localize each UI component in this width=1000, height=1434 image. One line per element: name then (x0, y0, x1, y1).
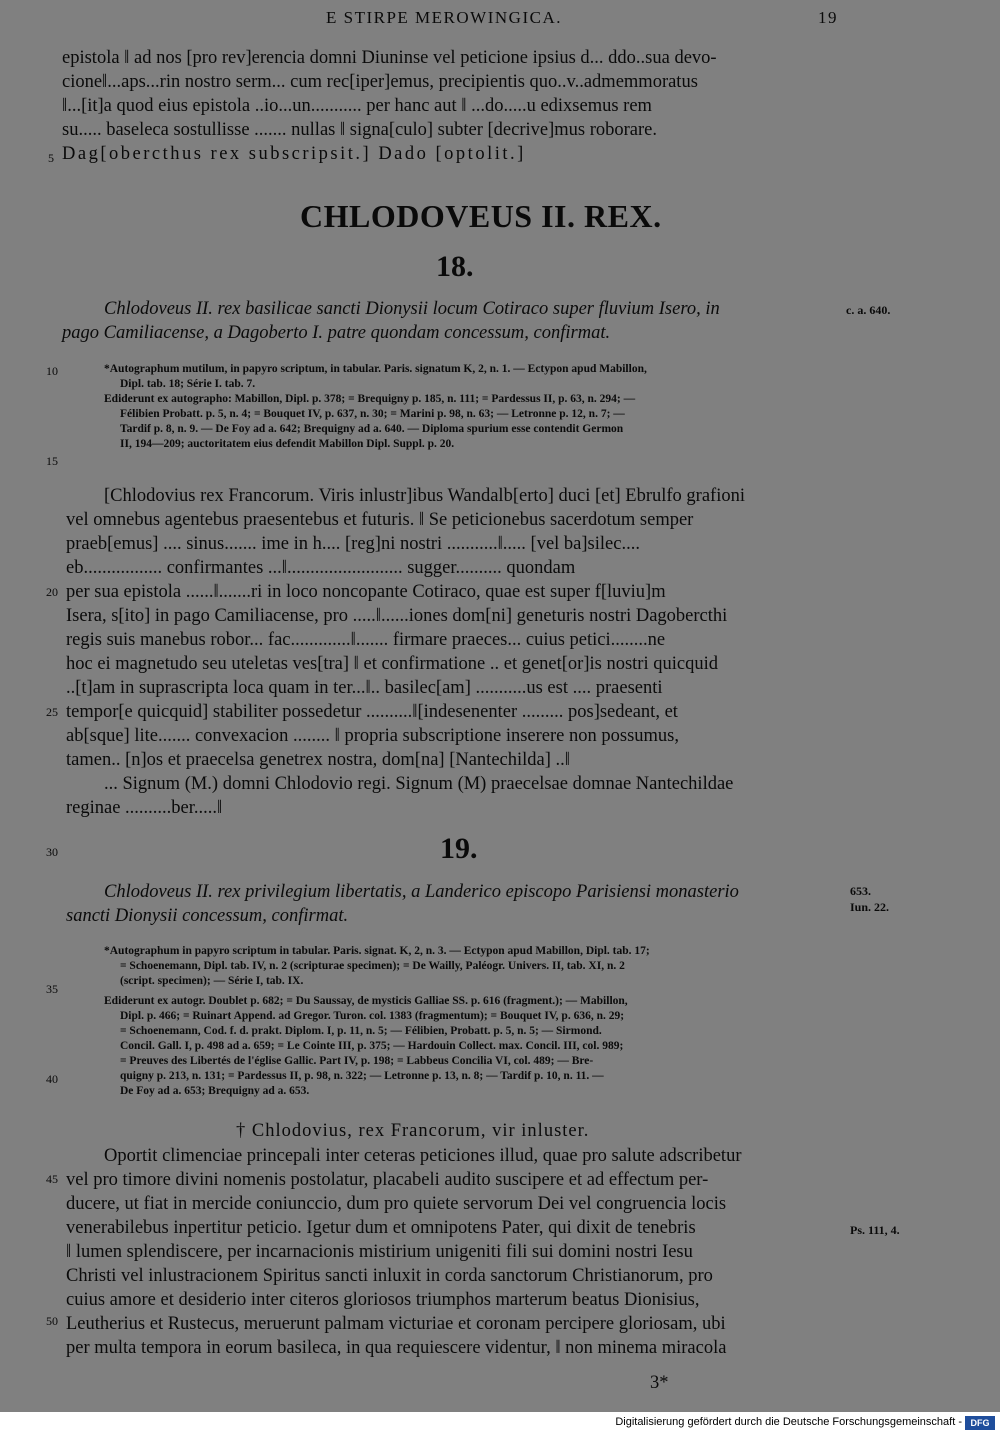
top-text-line: cione‖...aps...rin nostro serm... cum rec[iper]emus, precipientis quo..v..admemmoratus (62, 72, 698, 92)
document-summary-line: Chlodoveus II. rex basilicae sancti Dionysii locum Cotiraco super fluvium Isero, in (104, 299, 720, 319)
apparatus-line: II, 194—209; auctoritatem eius defendit Mabillon Dipl. Suppl. p. 20. (120, 438, 455, 450)
apparatus-line: quigny p. 213, n. 131; = Pardessus II, p. 98, n. 322; — Letronne p. 13, n. 8; — Tardif p. 10, n. 11. — (120, 1070, 604, 1082)
line-number: 15 (46, 454, 58, 468)
charter-text-line: ab[sque] lite....... convexacion ........ ‖ propria subscriptione inserere non possumus, (66, 726, 679, 746)
apparatus-line: Dipl. tab. 18; Série I. tab. 7. (120, 378, 256, 390)
charter-text-line: [Chlodovius rex Francorum. Viris inlustr]ibus Wandalb[erto] duci [et] Ebrulfo grafioni (104, 486, 745, 506)
charter-text-line: ... Signum (M.) domni Chlodovio regi. Signum (M) praecelsae domnae Nantechildae (104, 774, 734, 794)
charter-text-line: reginae ..........ber.....‖ (66, 798, 223, 818)
signature-mark: 3* (650, 1373, 669, 1393)
apparatus-line: Dipl. p. 466; = Ruinart Append. ad Gregor. Turon. col. 1383 (fragmentum); = Bouquet IV, p. 636, n. 29; (120, 1010, 625, 1022)
charter-text-line: Oportit climenciae princepali inter ceteras peticiones illud, quae pro salute adscribetur (104, 1146, 742, 1166)
charter-text-line: ..[t]am in suprascripta loca quam in ter...‖.. basilec[am] ...........us est .... praesenti (66, 678, 663, 698)
charter-text-line: ducere, ut fiat in mercide coniunccio, dum pro quiete servorum Dei vel congruencia locis (66, 1194, 727, 1214)
invocation: † Chlodovius, rex Francorum, vir inluster. (236, 1121, 590, 1141)
charter-text-line: tempor[e quicquid] stabiliter possedetur ..........‖[indesenenter ......... pos]sedeant, et (66, 702, 678, 722)
charter-text-line: vel omnebus agentebus praesentebus et futuris. ‖ Se peticionebus sacerdotum semper (66, 510, 694, 530)
charter-text-line: Leutherius et Rustecus, meruerunt palmam victuriae et coronam percipere gloriosam, ubi (66, 1314, 726, 1334)
charter-text-line: tamen.. [n]os et praecelsa genetrex nostra, dom[na] [Nantechilda] ..‖ (66, 750, 570, 770)
top-text-line: su..... baseleca sostullisse ....... nullas ‖ signa[culo] subter [decrive]mus roborare. (62, 120, 657, 140)
apparatus-line: (script. specimen); — Série I, tab. IX. (120, 975, 304, 987)
section-heading: CHLODOVEUS II. REX. (300, 198, 662, 234)
document-summary-line: sancti Dionysii concessum, confirmat. (66, 906, 349, 926)
line-number: 45 (46, 1172, 58, 1186)
line-number: 50 (46, 1314, 58, 1328)
charter-text-line: per sua epistola ......‖.......ri in loco noncopante Cotiraco, quae est super f[luviu]m (66, 582, 666, 602)
top-text-line: Dag[obercthus rex subscripsit.] Dado [optolit.] (62, 144, 526, 164)
apparatus-line: = Schoenemann, Dipl. tab. IV, n. 2 (scripturae specimen); = De Wailly, Paléogr. Univers. II, tab. XI, n. 2 (120, 960, 625, 972)
scripture-citation: Ps. 111, 4. (850, 1223, 900, 1237)
document-date-day: Iun. 22. (850, 900, 890, 914)
line-number: 35 (46, 982, 58, 996)
charter-text-line: hoc ei magnetudo seu uteletas ves[tra] ‖ et confirmatione .. et genet[or]is nostri quicquid (66, 654, 718, 674)
apparatus-line: *Autographum mutilum, in papyro scriptum, in tabular. Paris. signatum K, 2, n. 1. — Ectypon apud Mabillon, (104, 363, 647, 375)
apparatus-line: = Preuves des Libertés de l'église Gallic. Part IV, p. 198; = Labbeus Concilia VI, col. 489; — Bre- (120, 1055, 594, 1067)
charter-text-line: praeb[emus] .... sinus....... ime in h.... [reg]ni nostri ...........‖..... [vel ba]silec.... (66, 534, 640, 554)
charter-text-line: venerabilebus inpertitur peticio. Igetur dum et omnipotens Pater, qui dixit de tenebris (66, 1218, 696, 1238)
top-text-line: epistola ‖ ad nos [pro rev]erencia domni Diuninse vel peticione ipsius d... ddo..sua devo- (62, 48, 717, 68)
charter-text-line: per multa tempora in eorum basileca, in qua requiescere videntur, ‖ non minema miracola (66, 1338, 727, 1358)
charter-text-line: eb................. confirmantes ...‖......................... sugger.......... quondam (66, 558, 576, 578)
apparatus-line: Ediderunt ex autographo: Mabillon, Dipl. p. 378; = Brequigny p. 185, n. 111; = Pardessus II, p. 63, n. 294; — (104, 393, 636, 405)
apparatus-line: Félibien Probatt. p. 5, n. 4; = Bouquet IV, p. 637, n. 30; = Marini p. 98, n. 63; — Letronne p. 12, n. 7; — (120, 408, 625, 420)
line-number: 40 (46, 1072, 58, 1086)
charter-text-line: regis suis manebus robor... fac.............‖....... firmare praeces... cuius petici........ne (66, 630, 666, 650)
line-number: 25 (46, 705, 58, 719)
document-summary-line: Chlodoveus II. rex privilegium libertatis, a Landerico episcopo Parisiensi monasterio (104, 882, 739, 902)
document-summary-line: pago Camiliacense, a Dagoberto I. patre quondam concessum, confirmat. (62, 323, 611, 343)
charter-text-line: ‖ lumen splendiscere, per incarnacionis mistirium unigeniti fili sui domini nostri Iesu (66, 1242, 693, 1262)
apparatus-line: = Schoenemann, Cod. f. d. prakt. Diplom. I, p. 11, n. 5; — Félibien, Probatt. p. 5, n. 5; — Sirmond. (120, 1025, 602, 1037)
dfg-logo: DFG (965, 1416, 995, 1430)
page-number: 19 (818, 8, 838, 27)
apparatus-line: *Autographum in papyro scriptum in tabular. Paris. signat. K, 2, n. 3. — Ectypon apud Mabillon, Dipl. tab. 17; (104, 945, 650, 957)
document-number: 19. (440, 832, 478, 865)
charter-text-line: cuius amore et desiderio inter citeros gloriosos triumphos marterum beatus Dionisius, (66, 1290, 700, 1310)
apparatus-line: Ediderunt ex autogr. Doublet p. 682; = Du Saussay, de mysticis Galliae SS. p. 616 (fragment.); — Mabillon, (104, 995, 628, 1007)
line-number: 30 (46, 845, 58, 859)
charter-text-line: Isera, s[ito] in pago Camiliacense, pro .....‖......iones dom[ni] geneturis nostri Dagobercthi (66, 606, 728, 626)
top-text-line: ‖...[it]a quod eius epistola ..io...un........... per hanc aut ‖ ...do.....u edixsemus rem (62, 96, 652, 116)
line-number: 5 (48, 151, 54, 165)
apparatus-line: Tardif p. 8, n. 9. — De Foy ad a. 642; Brequigny ad a. 640. — Diploma spurium esse contendit Germon (120, 423, 624, 435)
running-title: E STIRPE MEROWINGICA. (326, 8, 562, 27)
line-number: 20 (46, 585, 58, 599)
document-number: 18. (436, 250, 474, 283)
line-number: 10 (46, 364, 58, 378)
document-date: c. a. 640. (846, 303, 891, 317)
charter-text-line: vel pro timore divini nomenis postolatur, placabeli audito suscipere et ad effectum per- (66, 1170, 709, 1190)
charter-text-line: Christi vel inlustracionem Spiritus sancti inluxit in corda sanctorum Christianorum, pro (66, 1266, 713, 1286)
apparatus-line: Concil. Gall. I, p. 498 ad a. 659; = Le Cointe III, p. 375; — Hardouin Collect. max. Concil. III, col. 989; (120, 1040, 624, 1052)
apparatus-line: De Foy ad a. 653; Brequigny ad a. 653. (120, 1085, 310, 1097)
footer-credit: Digitalisierung gefördert durch die Deutsche Forschungsgemeinschaft - (615, 1416, 962, 1428)
document-date-year: 653. (850, 884, 871, 898)
footer-bar (0, 1412, 1000, 1434)
